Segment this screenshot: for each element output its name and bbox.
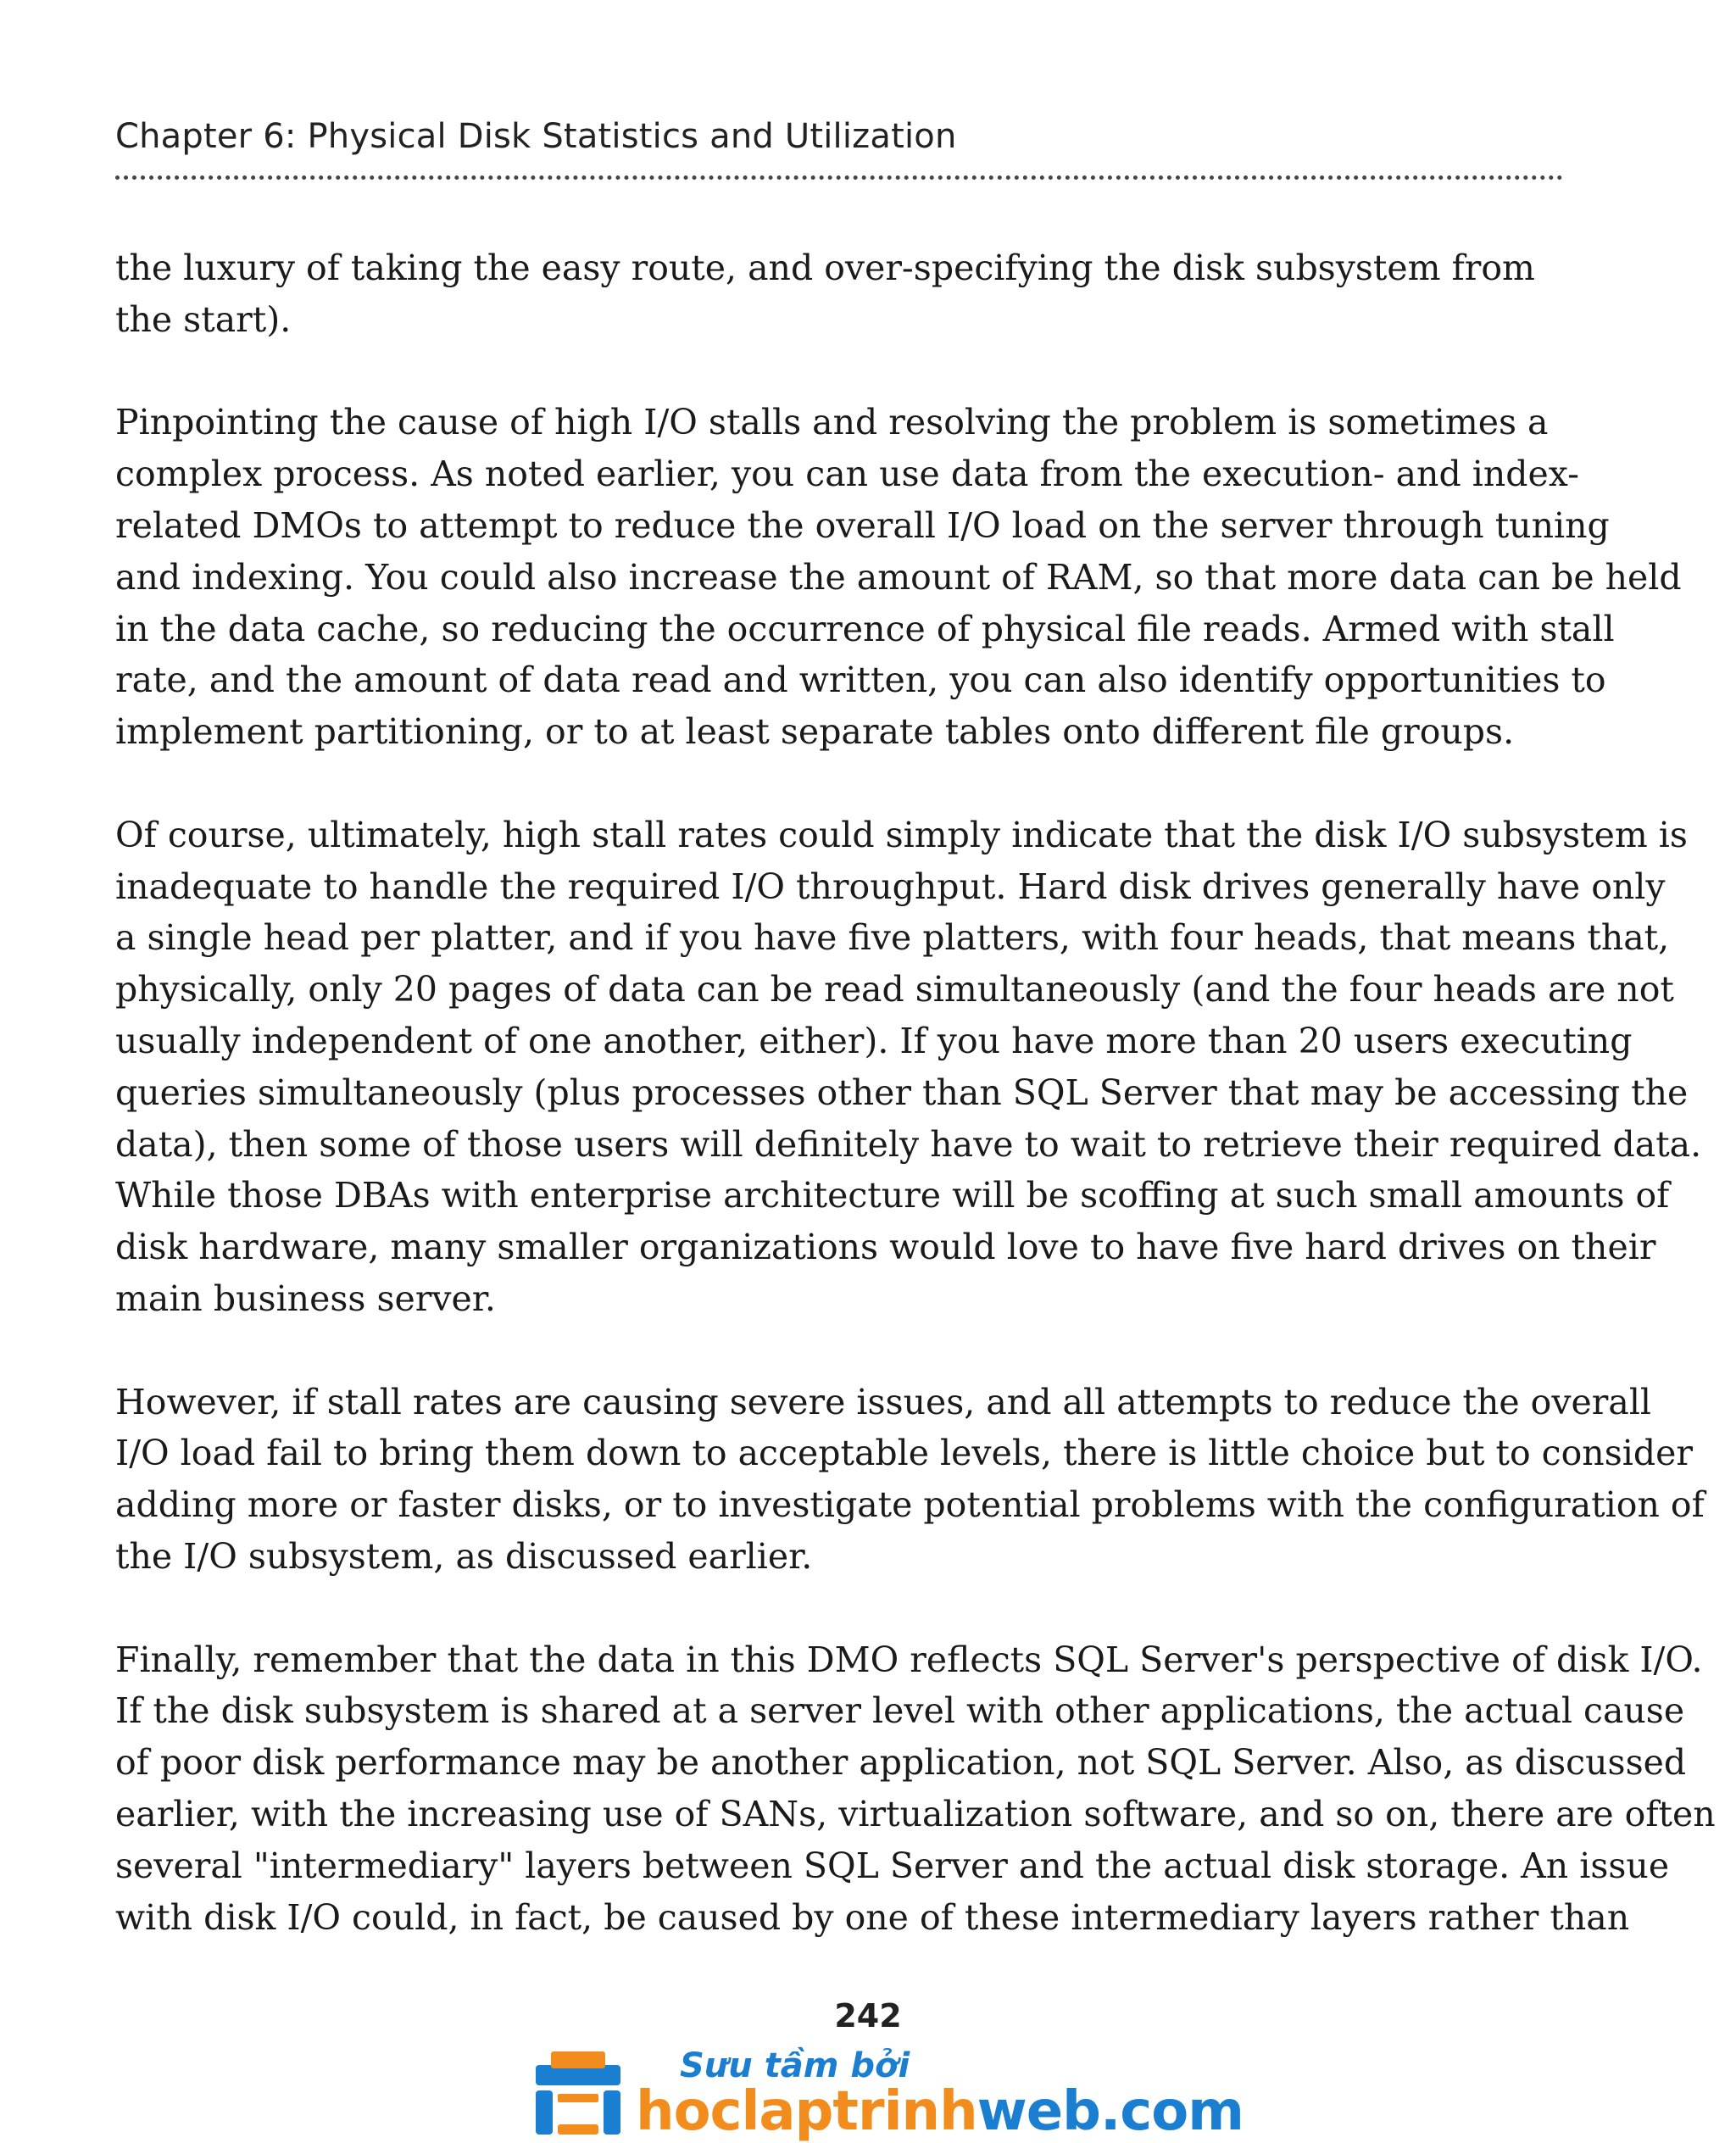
- body-text: [115, 242, 1716, 1943]
- text-line: data), then some of those users will definitely have to wait to retrieve their required data.: [115, 1123, 1702, 1165]
- text-line: I/O load fail to bring them down to acceptable levels, there is little choice but to consider: [115, 1433, 1693, 1474]
- text-line: of poor disk performance may be another application, not SQL Server. Also, as discussed: [115, 1742, 1687, 1784]
- text-line: the luxury of taking the easy route, and over-specifying the disk subsystem from: [115, 248, 1535, 288]
- watermark-tagline: Sưu tầm bởi: [680, 2046, 910, 2085]
- computer-icon: [531, 2048, 626, 2140]
- text-line: complex process. As noted earlier, you can use data from the execution- and index-: [115, 454, 1580, 495]
- watermark-site-name: [636, 2080, 1244, 2143]
- text-line: If the disk subsystem is shared at a server level with other applications, the actual cause: [115, 1690, 1685, 1732]
- watermark-site-part-b: web.com: [976, 2080, 1244, 2143]
- text-line: in the data cache, so reducing the occurrence of physical file reads. Armed with stall: [115, 608, 1615, 649]
- text-line: the start).: [115, 298, 292, 340]
- text-line: Finally, remember that the data in this DMO reflects SQL Server's perspective of disk I/O.: [115, 1639, 1703, 1680]
- text-line: with disk I/O could, in fact, be caused by one of these intermediary layers rather than: [115, 1896, 1630, 1938]
- text-line: While those DBAs with enterprise architecture will be scoffing at such small amounts of: [115, 1175, 1670, 1216]
- page-number: 242: [834, 1997, 902, 2034]
- text-line: main business server.: [115, 1277, 496, 1319]
- text-line: physically, only 20 pages of data can be read simultaneously (and the four heads are not: [115, 969, 1674, 1010]
- text-line: However, if stall rates are causing severe issues, and all attempts to reduce the overall: [115, 1381, 1652, 1422]
- chapter-header: Chapter 6: Physical Disk Statistics and Utilization: [115, 117, 957, 156]
- text-line: queries simultaneously (plus processes other than SQL Server that may be accessing the: [115, 1072, 1689, 1113]
- header-divider: [115, 175, 1563, 180]
- text-line: usually independent of one another, either). If you have more than 20 users executing: [115, 1020, 1633, 1061]
- text-line: adding more or faster disks, or to investigate potential problems with the configuration of: [115, 1484, 1705, 1526]
- paragraph: [115, 397, 1682, 758]
- watermark-site-part-a: hoclaptrinh: [636, 2080, 977, 2143]
- watermark-logo: [531, 2043, 1244, 2143]
- text-line: disk hardware, many smaller organizations would love to have five hard drives on their: [115, 1227, 1656, 1268]
- paragraph: [115, 1634, 1716, 1944]
- text-line: inadequate to handle the required I/O throughput. Hard disk drives generally have only: [115, 866, 1666, 907]
- text-line: Of course, ultimately, high stall rates could simply indicate that the disk I/O subsystem is: [115, 814, 1688, 855]
- text-line: Pinpointing the cause of high I/O stalls and resolving the problem is sometimes a: [115, 402, 1549, 443]
- paragraph: [115, 810, 1702, 1325]
- paragraph: [115, 1377, 1705, 1583]
- text-line: rate, and the amount of data read and written, you can also identify opportunities to: [115, 660, 1606, 701]
- text-line: related DMOs to attempt to reduce the overall I/O load on the server through tuning: [115, 504, 1610, 546]
- text-line: and indexing. You could also increase the amount of RAM, so that more data can be held: [115, 556, 1682, 598]
- text-line: the I/O subsystem, as discussed earlier.: [115, 1535, 813, 1577]
- paragraph: [115, 242, 1590, 346]
- text-line: earlier, with the increasing use of SANs, virtualization software, and so on, there are often: [115, 1793, 1716, 1834]
- text-line: a single head per platter, and if you have five platters, with four heads, that means that,: [115, 917, 1670, 959]
- text-line: several "intermediary" layers between SQL Server and the actual disk storage. An issue: [115, 1845, 1670, 1886]
- text-line: implement partitioning, or to at least separate tables onto different file groups.: [115, 711, 1515, 753]
